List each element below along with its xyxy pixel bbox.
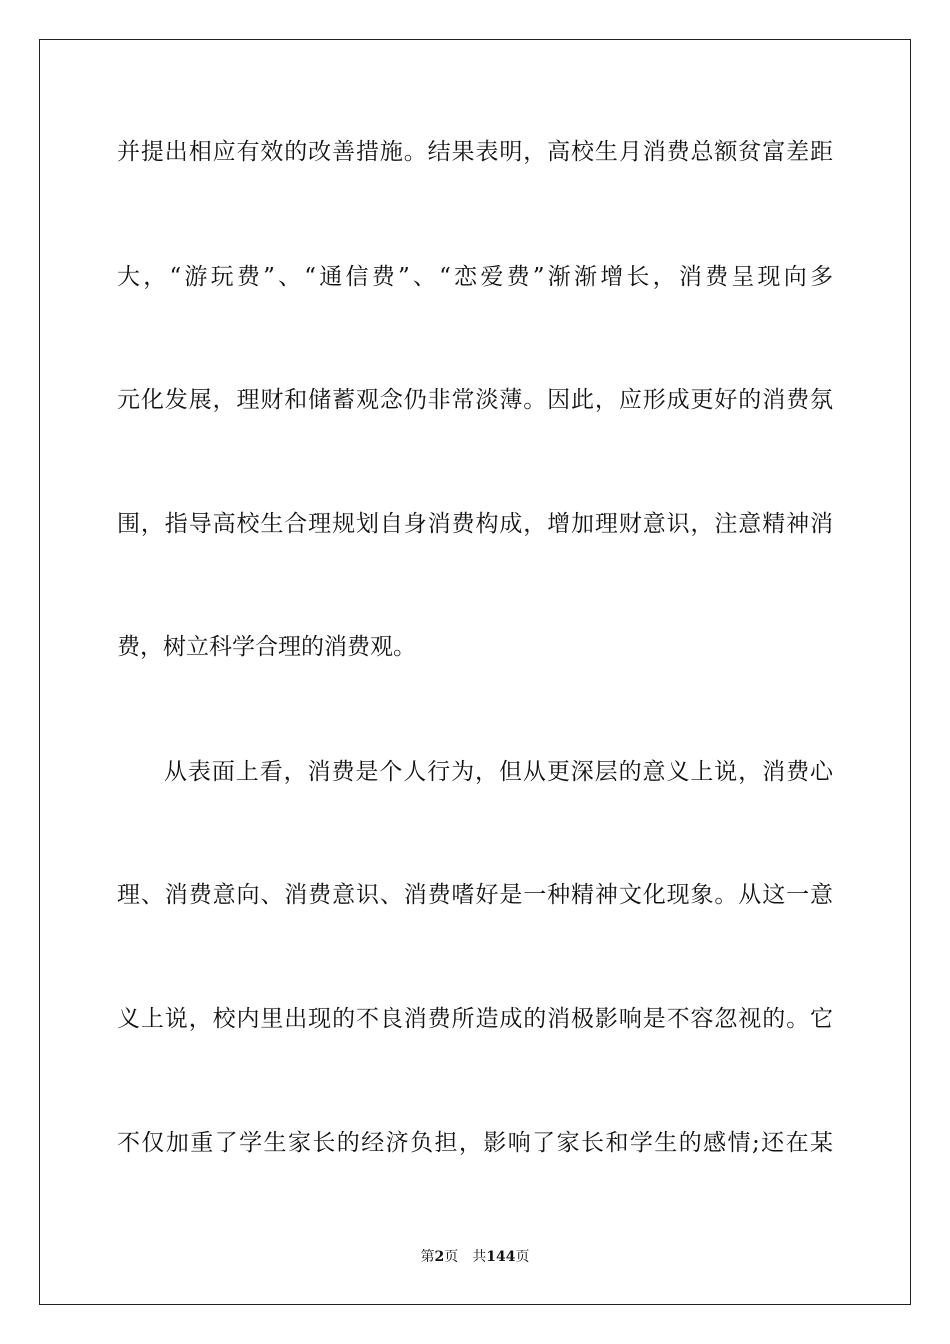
total-pages: 144 <box>486 1249 516 1265</box>
text-line: 围，指导高校生合理规划自身消费构成，增加理财意识，注意精神消 <box>117 511 833 537</box>
text-line: 理、消费意向、消费意识、消费嗜好是一种精神文化现象。从这一意 <box>117 882 833 908</box>
text-line: 并提出相应有效的改善措施。结果表明，高校生月消费总额贫富差距 <box>117 139 833 165</box>
page-suffix: 页 <box>444 1249 459 1265</box>
page-number: 2 <box>434 1249 445 1265</box>
text-line: 义上说，校内里出现的不良消费所造成的消极影响是不容忽视的。它 <box>117 1006 833 1032</box>
page-footer <box>0 1247 950 1267</box>
page-border <box>39 39 911 1305</box>
paragraph-first-line: 从表面上看，消费是个人行为，但从更深层的意义上说，消费心 <box>164 759 833 785</box>
total-suffix: 页 <box>515 1249 530 1265</box>
page-prefix: 第 <box>420 1249 435 1265</box>
text-line: 元化发展，理财和储蓄观念仍非常淡薄。因此，应形成更好的消费氛 <box>117 387 833 413</box>
text-line: 大，“游玩费”、“通信费”、“恋爱费”渐渐增长，消费呈现向多 <box>117 264 833 290</box>
text-line: 费，树立科学合理的消费观。 <box>117 634 416 660</box>
text-line: 不仅加重了学生家长的经济负担，影响了家长和学生的感情;还在某 <box>117 1130 833 1156</box>
total-prefix: 共 <box>472 1249 487 1265</box>
